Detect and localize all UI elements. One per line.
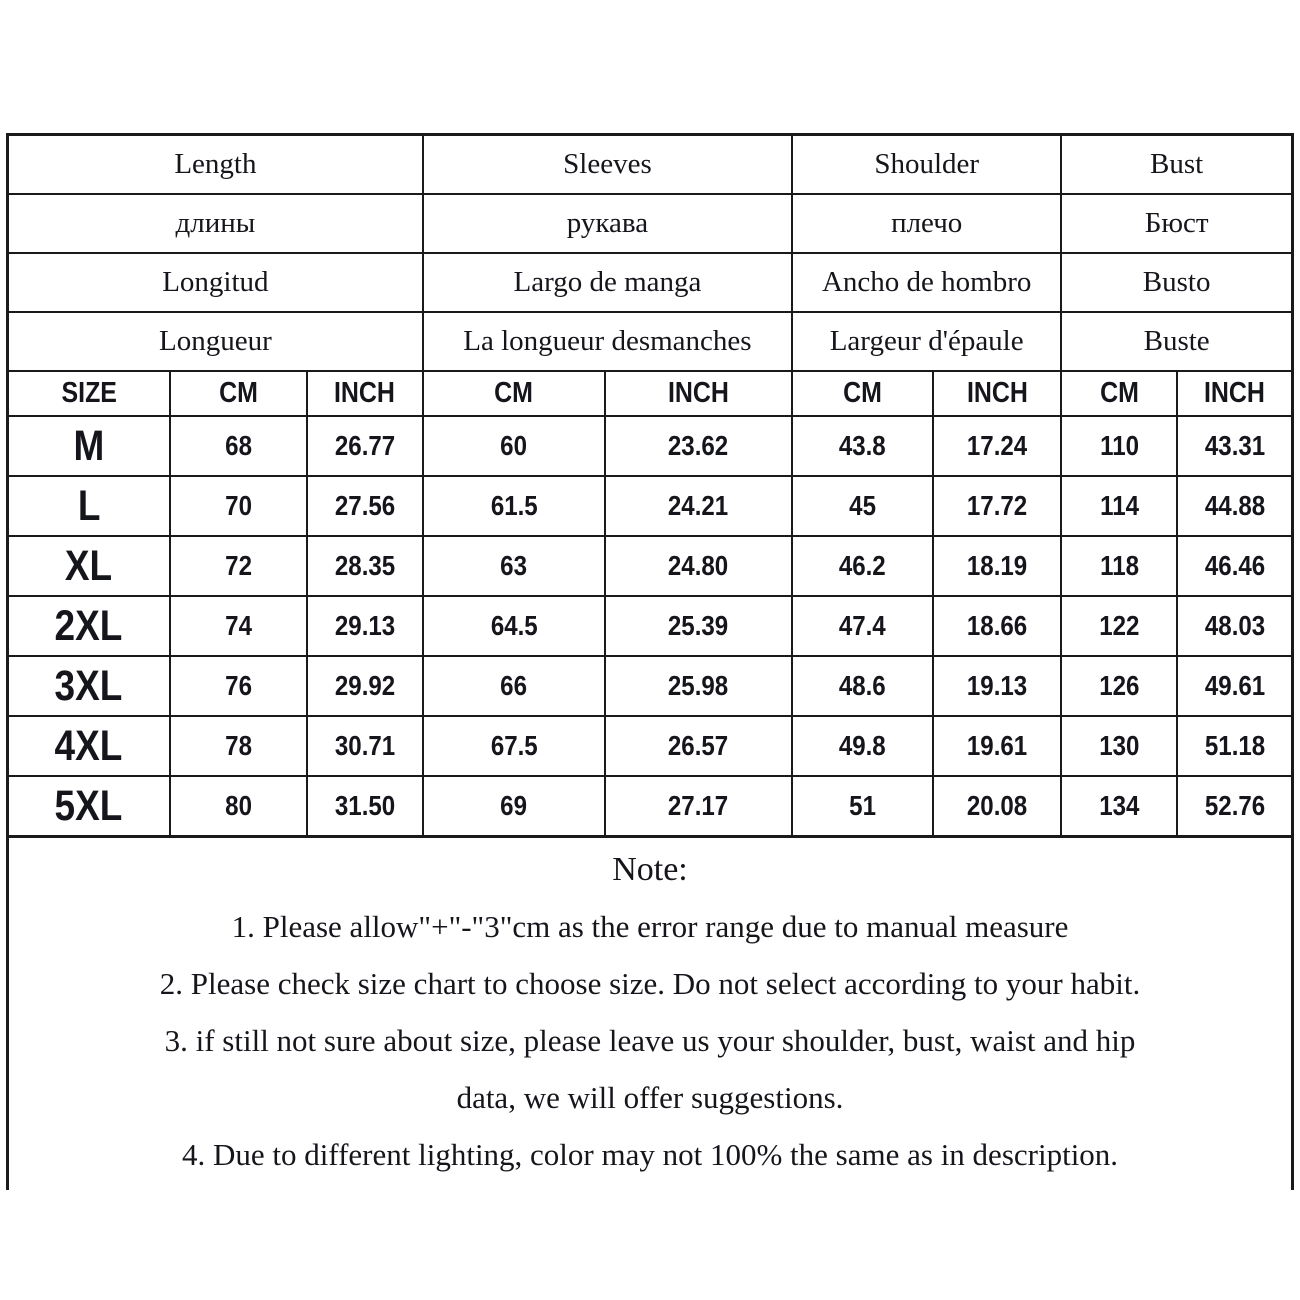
value-cell: 70	[170, 476, 307, 536]
size-row-2xl	[8, 596, 1293, 656]
size-row-m	[8, 416, 1293, 476]
note-line-4: 4. Due to different lighting, color may not 100% the same as in description.	[181, 1137, 1119, 1172]
value-cell: 126	[1061, 656, 1177, 716]
size-label-cell: M	[8, 416, 170, 476]
value-cell: 78	[170, 716, 307, 776]
header-bust-russian: Бюст	[1061, 194, 1292, 253]
value-cell: 20.08	[933, 776, 1061, 837]
value-cell: 26.77	[307, 416, 423, 476]
size-chart-table	[6, 133, 1294, 838]
size-row-4xl	[8, 716, 1293, 776]
value-cell: 61.5	[423, 476, 605, 536]
header-sleeves-spanish: Largo de manga	[423, 253, 792, 312]
header-sleeves-french: La longueur desmanches	[423, 312, 792, 371]
value-cell: 60	[423, 416, 605, 476]
size-label-cell: 5XL	[8, 776, 170, 837]
shoulder-inch-header: INCH	[933, 371, 1061, 416]
header-sleeves-english: Sleeves	[423, 135, 792, 195]
size-label-cell: L	[8, 476, 170, 536]
length-inch-header: INCH	[307, 371, 423, 416]
value-cell: 130	[1061, 716, 1177, 776]
value-cell: 134	[1061, 776, 1177, 837]
header-shoulder-english: Shoulder	[792, 135, 1061, 195]
value-cell: 26.57	[605, 716, 792, 776]
bust-cm-header: CM	[1061, 371, 1177, 416]
note-box	[6, 838, 1294, 1190]
value-cell: 46.46	[1177, 536, 1292, 596]
value-cell: 23.62	[605, 416, 792, 476]
header-shoulder-french: Largeur d'épaule	[792, 312, 1061, 371]
value-cell: 46.2	[792, 536, 933, 596]
header-length-french: Longueur	[8, 312, 423, 371]
value-cell: 43.8	[792, 416, 933, 476]
value-cell: 49.61	[1177, 656, 1292, 716]
value-cell: 29.13	[307, 596, 423, 656]
header-row-french	[8, 312, 1293, 371]
note-line-1: 1. Please allow"+"-"3"cm as the error range due to manual measure	[231, 909, 1069, 944]
value-cell: 51	[792, 776, 933, 837]
value-cell: 74	[170, 596, 307, 656]
value-cell: 51.18	[1177, 716, 1292, 776]
value-cell: 28.35	[307, 536, 423, 596]
value-cell: 30.71	[307, 716, 423, 776]
header-length-english: Length	[8, 135, 423, 195]
header-shoulder-spanish: Ancho de hombro	[792, 253, 1061, 312]
value-cell: 47.4	[792, 596, 933, 656]
header-sleeves-russian: рукава	[423, 194, 792, 253]
shoulder-cm-header: CM	[792, 371, 933, 416]
header-shoulder-russian: плечо	[792, 194, 1061, 253]
size-chart-sheet	[6, 133, 1294, 1190]
size-label-cell: 4XL	[8, 716, 170, 776]
value-cell: 67.5	[423, 716, 605, 776]
value-cell: 114	[1061, 476, 1177, 536]
value-cell: 122	[1061, 596, 1177, 656]
bust-inch-header: INCH	[1177, 371, 1292, 416]
value-cell: 45	[792, 476, 933, 536]
value-cell: 64.5	[423, 596, 605, 656]
size-label-cell: 2XL	[8, 596, 170, 656]
value-cell: 80	[170, 776, 307, 837]
value-cell: 49.8	[792, 716, 933, 776]
note-title: Note:	[612, 851, 688, 888]
value-cell: 17.72	[933, 476, 1061, 536]
value-cell: 66	[423, 656, 605, 716]
value-cell: 69	[423, 776, 605, 837]
size-column-header-label: SIZE	[61, 377, 117, 409]
header-bust-english: Bust	[1061, 135, 1292, 195]
value-cell: 48.03	[1177, 596, 1292, 656]
size-label-cell: 3XL	[8, 656, 170, 716]
size-label-cell: XL	[8, 536, 170, 596]
value-cell: 18.19	[933, 536, 1061, 596]
value-cell: 24.80	[605, 536, 792, 596]
value-cell: 19.61	[933, 716, 1061, 776]
value-cell: 27.17	[605, 776, 792, 837]
sleeves-inch-header: INCH	[605, 371, 792, 416]
value-cell: 48.6	[792, 656, 933, 716]
note-line-2: 2. Please check size chart to choose size. Do not select according to your habit.	[159, 966, 1141, 1001]
value-cell: 27.56	[307, 476, 423, 536]
header-row-russian	[8, 194, 1293, 253]
value-cell: 68	[170, 416, 307, 476]
value-cell: 63	[423, 536, 605, 596]
value-cell: 118	[1061, 536, 1177, 596]
value-cell: 29.92	[307, 656, 423, 716]
header-row-spanish	[8, 253, 1293, 312]
value-cell: 72	[170, 536, 307, 596]
note-line-3-continued: data, we will offer suggestions.	[456, 1080, 844, 1115]
size-row-3xl	[8, 656, 1293, 716]
length-cm-header: CM	[170, 371, 307, 416]
value-cell: 18.66	[933, 596, 1061, 656]
value-cell: 24.21	[605, 476, 792, 536]
value-cell: 52.76	[1177, 776, 1292, 837]
note-line-3: 3. if still not sure about size, please leave us your shoulder, bust, waist and hip	[164, 1023, 1136, 1058]
header-length-spanish: Longitud	[8, 253, 423, 312]
value-cell: 25.98	[605, 656, 792, 716]
value-cell: 19.13	[933, 656, 1061, 716]
header-row-english	[8, 135, 1293, 195]
sleeves-cm-header: CM	[423, 371, 605, 416]
size-column-header	[8, 371, 170, 416]
header-length-russian: длины	[8, 194, 423, 253]
size-row-l	[8, 476, 1293, 536]
size-row-xl	[8, 536, 1293, 596]
header-bust-spanish: Busto	[1061, 253, 1292, 312]
value-cell: 43.31	[1177, 416, 1292, 476]
value-cell: 17.24	[933, 416, 1061, 476]
units-row	[8, 371, 1293, 416]
value-cell: 44.88	[1177, 476, 1292, 536]
value-cell: 76	[170, 656, 307, 716]
value-cell: 110	[1061, 416, 1177, 476]
size-row-5xl	[8, 776, 1293, 837]
header-bust-french: Buste	[1061, 312, 1292, 371]
value-cell: 25.39	[605, 596, 792, 656]
value-cell: 31.50	[307, 776, 423, 837]
